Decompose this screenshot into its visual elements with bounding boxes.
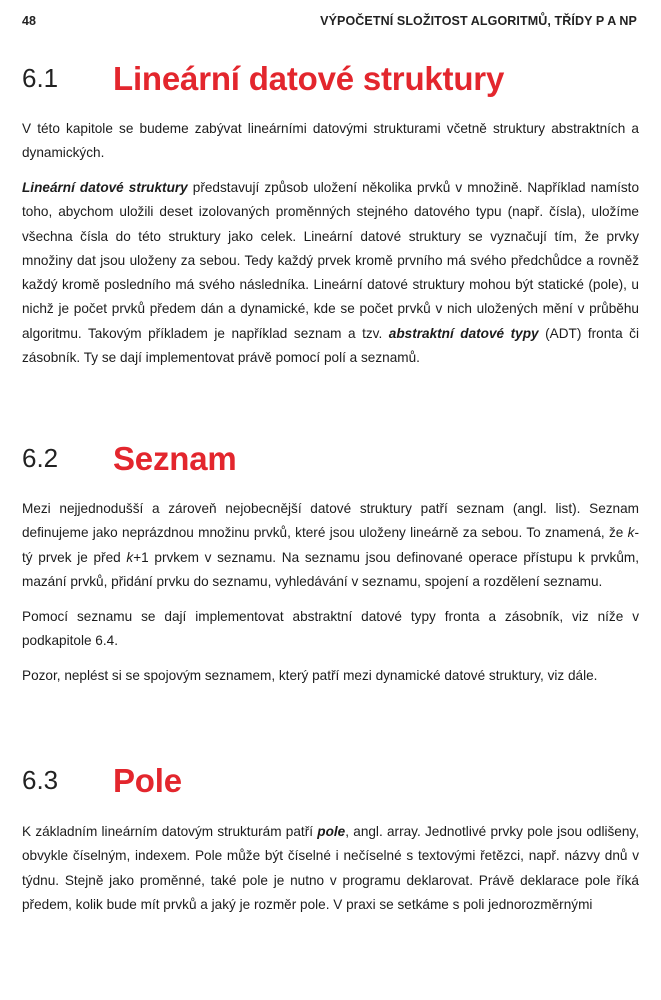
paragraph: K základním lineárním datovým strukturám patří pole, angl. array. Jednotlivé prvky pole jsou odlišeny, obvykle číselným, indexem. Pole může být číselné i nečíselné s textovými řetězci, např. názvy dnů v týdnu. Stejně jako proměnné, také pole je nutno v programu deklarovat. Právě deklarace pole říká předem, kolik bude mít prvků a jaký je rozměr pole. V praxi se setkáme s poli jednorozměrnými: [22, 824, 639, 912]
section-title: Seznam: [113, 440, 237, 477]
section-number: 6.3: [22, 765, 59, 795]
term-bold-italic: pole: [317, 824, 346, 839]
paragraph: Pozor, neplést si se spojovým seznamem, který patří mezi dynamické datové struktury, viz dále.: [22, 668, 598, 683]
section-number: 6.1: [22, 63, 59, 93]
section-heading-6-3: [22, 756, 642, 800]
paragraph: V této kapitole se budeme zabývat lineárními datovými strukturami včetně struktury abstraktních a dynamických.: [22, 121, 639, 161]
section-title: Lineární datové struktury: [113, 60, 505, 97]
page-header: [22, 14, 637, 32]
paragraph: Pomocí seznamu se dají implementovat abstraktní datové typy fronta a zásobník, viz níže v podkapitole 6.4.: [22, 609, 639, 649]
paragraph: Mezi nejjednodušší a zároveň nejobecnější datové struktury patří seznam (angl. list). Seznam definujeme jako neprázdnou množinu prvků, které jsou uloženy lineárně za sebou. To znamená, že k-tý prvek je před k+1 prvkem v seznamu. Na seznamu jsou definované operace přístupu k prvkům, mazání prvků, přidání prvku do seznamu, vyhledávání v seznamu, spojení a rozdělení seznamu.: [22, 501, 639, 589]
page-number: 48: [22, 14, 36, 28]
section-number: 6.2: [22, 443, 59, 473]
section-title: Pole: [113, 762, 182, 799]
paragraph: Lineární datové struktury představují způsob uložení několika prvků v množině. Například namísto toho, abychom uložili deset izolovaných proměnných stejného datového typu (např. čísla), uložíme všechna čísla do této struktury jako celek. Lineární datové struktury se vyznačují tím, že prvky množiny dat jsou uloženy za sebou. Tedy každý prvek kromě prvního má svého předchůdce a rovněž každý kromě posledního má svého následníka. Lineární datové struktury mohou být statické (pole), u nichž je počet prvků předem dán a dynamické, kde se počet prvků v nich uložených mění v průběhu algoritmu. Takovým příkladem je například seznam a tzv. abstraktní datové typy (ADT) fronta či zásobník. Ty se dají implementovat právě pomocí polí a seznamů.: [22, 180, 639, 366]
section-heading-6-1: [22, 54, 642, 98]
running-title: VÝPOČETNÍ SLOŽITOST ALGORITMŮ, TŘÍDY P A NP: [320, 14, 637, 28]
term-bold-italic: Lineární datové struktury: [22, 180, 188, 195]
term-bold-italic: abstraktní datové typy: [388, 325, 539, 341]
section-heading-6-2: [22, 434, 642, 478]
